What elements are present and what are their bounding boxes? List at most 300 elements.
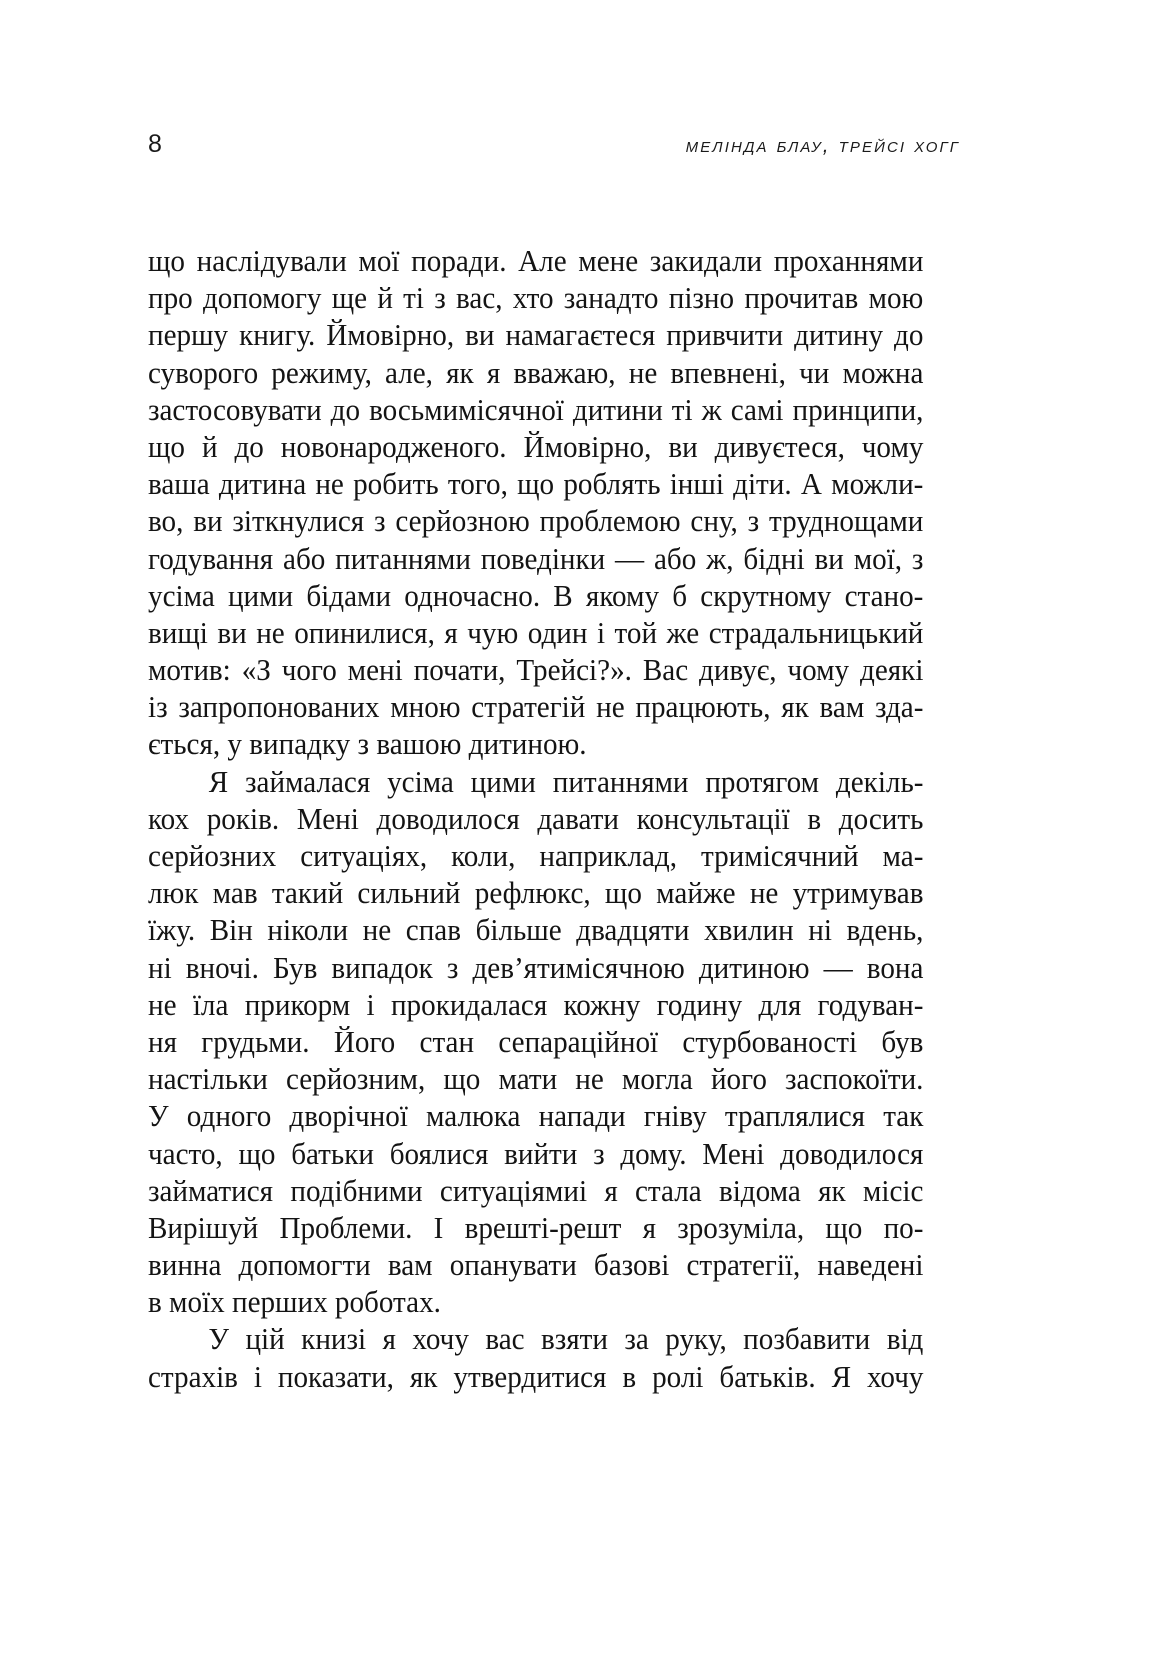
word: опанувати: [449, 1248, 577, 1283]
word: що: [825, 1210, 863, 1245]
word: траплялися: [724, 1099, 866, 1134]
word: б: [672, 578, 688, 613]
text-line: [148, 1210, 923, 1247]
word: ма-: [882, 839, 924, 873]
word: мені: [347, 653, 403, 688]
word: ситуаціях,: [300, 839, 428, 873]
word: чому: [787, 653, 850, 688]
word: Його: [333, 1024, 396, 1059]
word: місіс: [862, 1173, 924, 1208]
word: —: [615, 541, 645, 576]
word: самі: [730, 392, 784, 427]
word: ви: [465, 318, 495, 353]
word: стурбованості: [682, 1024, 858, 1059]
word: що: [148, 244, 186, 278]
word: запропонованих: [178, 690, 380, 725]
word: Вирішуй: [148, 1210, 259, 1245]
word: зда-: [875, 690, 924, 725]
word: вас,: [456, 281, 503, 316]
word: його: [710, 1062, 767, 1097]
word: мої: [358, 244, 400, 278]
word: пізно: [668, 281, 735, 316]
word: того,: [447, 467, 508, 502]
word: впевнені,: [670, 355, 786, 390]
word: хто: [512, 281, 554, 316]
word: показати,: [277, 1359, 394, 1394]
word: страдальницький: [708, 615, 924, 650]
word: книгу.: [239, 318, 316, 353]
word: Мені: [296, 801, 359, 836]
word: проханнями: [773, 244, 924, 278]
word: хочу: [412, 1322, 469, 1357]
word: не: [256, 615, 285, 650]
word: я: [486, 355, 501, 390]
text-line: [148, 1061, 923, 1098]
word: для: [758, 987, 802, 1022]
word: ви: [193, 504, 223, 539]
word: сепараційної: [498, 1024, 659, 1059]
word: Я: [208, 764, 229, 799]
word: взяти: [540, 1322, 608, 1357]
word: Мені: [702, 1136, 765, 1171]
text-line: [148, 466, 923, 503]
word: ж: [701, 392, 722, 427]
word: рефлюкс,: [474, 876, 591, 911]
text-line: [148, 317, 923, 354]
word: годуван-: [817, 987, 924, 1022]
word: часто,: [148, 1136, 223, 1171]
word: за: [624, 1322, 649, 1357]
word: опинилися,: [294, 615, 435, 650]
word: мої,: [853, 541, 903, 576]
word: і: [596, 615, 606, 650]
word: не: [362, 913, 392, 948]
text-line: [148, 912, 923, 949]
word: першу: [148, 318, 229, 353]
text-line: [148, 801, 923, 838]
word: кох: [148, 801, 190, 836]
word: відома: [718, 1173, 801, 1208]
word: намагаєтеся: [505, 318, 656, 353]
word: ви: [217, 615, 247, 650]
word: вас: [485, 1322, 525, 1357]
word: один: [527, 615, 588, 650]
word: дому.: [620, 1136, 687, 1171]
paragraph-indent: [148, 1321, 192, 1358]
word: мене: [578, 244, 639, 278]
word: в: [622, 1359, 637, 1394]
word: з: [593, 1136, 605, 1171]
word: гніву: [643, 1099, 707, 1134]
text-line: [148, 764, 923, 801]
word: чую: [467, 615, 519, 650]
word: якому: [585, 578, 660, 613]
word: врешті-решт: [464, 1210, 622, 1245]
word: режиму,: [271, 355, 372, 390]
word: що: [517, 467, 555, 502]
running-head-title: мелінда блау, трейсі хогг: [685, 134, 960, 157]
text-line: [148, 950, 923, 987]
word: консультації: [636, 801, 790, 836]
word: цими: [227, 578, 294, 613]
word: новонародженого.: [280, 429, 507, 464]
word: вашою: [376, 727, 462, 762]
word: з: [357, 727, 370, 762]
word: одночасно.: [404, 578, 541, 613]
word: як: [409, 1359, 438, 1394]
word: з: [747, 504, 760, 539]
word: перших: [231, 1285, 328, 1320]
word: той: [614, 615, 658, 650]
word: Я: [831, 1359, 852, 1394]
word: ж,: [706, 541, 734, 576]
word: грудьми.: [201, 1024, 310, 1059]
word: з: [446, 950, 459, 985]
word: Був: [273, 950, 318, 985]
word: дивує,: [699, 653, 777, 688]
word: боялися: [389, 1136, 489, 1171]
text-line: [148, 1284, 923, 1321]
word: занадто: [563, 281, 659, 316]
word: діти.: [733, 467, 792, 502]
word: ролі: [652, 1359, 704, 1394]
word: утримував: [792, 876, 924, 911]
word: про: [148, 281, 193, 316]
body-text-block: [148, 243, 960, 1396]
word: же: [666, 615, 700, 650]
word: Вас: [642, 653, 689, 688]
word: спав: [405, 913, 461, 948]
word: годування: [148, 541, 274, 576]
word: А: [800, 467, 822, 502]
word: во,: [148, 504, 184, 539]
word: зіткнулися: [232, 504, 365, 539]
word: стан: [419, 1024, 475, 1059]
word: займалася: [245, 764, 371, 799]
word: не: [749, 876, 779, 911]
word: можна: [842, 355, 924, 390]
word: мою: [868, 281, 924, 316]
word: ні: [808, 913, 832, 948]
word: такий: [271, 876, 344, 911]
word: ще: [331, 281, 368, 316]
word: ні: [148, 950, 172, 985]
word: застосовувати: [148, 392, 322, 427]
word: робить: [353, 467, 439, 502]
word: ви: [668, 429, 698, 464]
word: дивуєтеся,: [714, 429, 845, 464]
word: дитиною: [698, 950, 810, 985]
word: років.: [206, 801, 280, 836]
word: винна: [148, 1248, 222, 1283]
text-line: [148, 1136, 923, 1173]
text-line: [148, 987, 923, 1024]
word: більше: [475, 913, 562, 948]
text-line: [148, 689, 923, 726]
word: одного: [186, 1099, 272, 1134]
text-line: [148, 1321, 923, 1358]
word: І: [433, 1210, 444, 1245]
word: до: [234, 429, 264, 464]
word: настільки: [148, 1062, 268, 1097]
word: годину: [656, 987, 743, 1022]
word: цій: [245, 1322, 285, 1357]
word: як: [818, 1173, 846, 1208]
word: серйозним,: [285, 1062, 426, 1097]
word: могла: [621, 1062, 693, 1097]
word: вдень,: [846, 913, 924, 948]
word: питаннями: [335, 541, 471, 576]
word: прокидалася: [390, 987, 548, 1022]
word: У: [208, 1322, 230, 1357]
word: наприклад,: [539, 839, 678, 873]
word: цими: [470, 764, 536, 799]
word: що: [238, 1136, 276, 1171]
word: труднощами: [769, 504, 924, 539]
word: малюка: [426, 1099, 521, 1134]
word: восьмимісячної: [369, 392, 564, 427]
word: руку,: [665, 1322, 727, 1357]
text-line: [148, 392, 923, 429]
paragraph-indent: [148, 764, 192, 801]
word: їжу.: [148, 913, 196, 948]
word: до: [894, 318, 924, 353]
word: дитину: [794, 318, 884, 353]
word: чого: [281, 653, 337, 688]
word: чому: [861, 429, 924, 464]
word: заспокоїти.: [785, 1062, 924, 1097]
word: ніколи: [267, 913, 349, 948]
word: дитиною.: [468, 727, 587, 762]
word: В: [553, 578, 573, 613]
word: сильний: [357, 876, 461, 911]
text-line: [148, 615, 923, 652]
word: не: [315, 467, 344, 502]
word: випадку: [249, 727, 351, 762]
word: «З: [241, 653, 271, 688]
word: не: [596, 690, 625, 725]
text-line: [148, 1247, 923, 1284]
word: закидали: [649, 244, 763, 278]
word: вам: [387, 1248, 433, 1283]
word: мати: [498, 1062, 558, 1097]
word: вам: [819, 690, 865, 725]
word: як: [446, 355, 474, 390]
word: поведінки: [480, 541, 606, 576]
word: до: [330, 392, 361, 427]
word: із: [148, 690, 168, 725]
word: Він: [209, 913, 253, 948]
word: мав: [212, 876, 258, 911]
word: бідні: [743, 541, 805, 576]
word: Ймовірно,: [326, 318, 455, 353]
word: Але: [518, 244, 567, 278]
word: проблемою: [539, 504, 681, 539]
word: Трейсі?».: [516, 653, 632, 688]
word: так: [883, 1099, 924, 1134]
word: вважаю,: [513, 355, 616, 390]
word: принципи,: [792, 392, 924, 427]
text-line: [148, 541, 923, 578]
text-line: [148, 652, 923, 689]
word: вона: [866, 950, 924, 985]
word: зрозуміла,: [677, 1210, 805, 1245]
word: в: [807, 801, 822, 836]
word: стала: [635, 1173, 702, 1208]
word: займатися: [148, 1173, 274, 1208]
word: й: [377, 281, 393, 316]
word: не: [628, 355, 658, 390]
word: я: [642, 1210, 657, 1245]
word: люк: [148, 876, 199, 911]
word: працюють,: [635, 690, 771, 725]
word: скрутному: [700, 578, 832, 613]
word: або: [283, 541, 326, 576]
word: позбавити: [743, 1322, 871, 1357]
word: майже: [656, 876, 736, 911]
word: в: [148, 1285, 162, 1320]
word: суворого: [148, 355, 259, 390]
word: батьків.: [719, 1359, 816, 1394]
word: книзі: [301, 1322, 367, 1357]
word: ті: [403, 281, 425, 316]
word: й: [201, 429, 218, 464]
running-head: [148, 132, 960, 172]
word: ня: [148, 1024, 177, 1059]
word: подібними: [290, 1173, 423, 1208]
word: ваша: [148, 467, 210, 502]
word: як: [781, 690, 809, 725]
word: вищі: [148, 615, 208, 650]
word: протягом: [705, 764, 820, 799]
word: був: [881, 1024, 924, 1059]
word: моїх: [169, 1285, 225, 1320]
text-line: [148, 280, 923, 317]
word: дитини: [572, 392, 663, 427]
word: доводилося: [780, 1136, 924, 1171]
word: прикорм: [244, 987, 351, 1022]
word: мотив:: [148, 653, 231, 688]
word: стано-: [844, 578, 924, 613]
word: хочу: [866, 1359, 924, 1394]
word: я: [604, 1173, 618, 1208]
word: серйозних: [148, 839, 277, 873]
text-line: [148, 578, 923, 615]
text-line: [148, 875, 923, 912]
word: не: [575, 1062, 604, 1097]
word: не: [148, 987, 177, 1022]
word: ви: [814, 541, 844, 576]
word: наслідували: [196, 244, 347, 278]
word: і: [253, 1359, 262, 1394]
word: мною: [390, 690, 461, 725]
text-line: [148, 243, 923, 280]
word: усіма: [148, 578, 215, 613]
word: усіма: [387, 764, 454, 799]
word: допомогу: [202, 281, 322, 316]
word: привчити: [666, 318, 784, 353]
text-line: [148, 429, 923, 466]
word: деякі: [860, 653, 924, 688]
word: страхів: [148, 1359, 238, 1394]
text-line: [148, 355, 923, 392]
word: утвердитися: [453, 1359, 607, 1394]
word: допомогти: [238, 1248, 371, 1283]
word: роботах.: [334, 1285, 441, 1320]
word: ситуаціямиі: [439, 1173, 588, 1208]
word: з: [434, 281, 446, 316]
word: прочитав: [744, 281, 859, 316]
word: декіль-: [835, 764, 924, 799]
word: і: [366, 987, 375, 1022]
word: або: [653, 541, 697, 576]
word: дворічної: [289, 1099, 408, 1134]
word: що: [443, 1062, 481, 1097]
word: випадок: [331, 950, 433, 985]
word: питаннями: [552, 764, 689, 799]
text-line: [148, 1024, 923, 1061]
word: по-: [883, 1210, 924, 1245]
word: двадцяти: [576, 913, 690, 948]
word: напади: [538, 1099, 626, 1134]
word: їла: [192, 987, 229, 1022]
word: доводилося: [376, 801, 520, 836]
word: можли-: [831, 467, 924, 502]
word: що: [148, 429, 186, 464]
word: сну,: [690, 504, 738, 539]
word: інші: [669, 467, 724, 502]
word: почати,: [413, 653, 506, 688]
word: бідами: [306, 578, 392, 613]
word: з: [911, 541, 924, 576]
word: роблять: [563, 467, 661, 502]
word: вийти: [504, 1136, 578, 1171]
word: хвилин: [704, 913, 794, 948]
word: що: [604, 876, 642, 911]
word: У: [148, 1099, 169, 1134]
word: кожну: [563, 987, 641, 1022]
word: вночі.: [185, 950, 259, 985]
word: Ймовірно,: [523, 429, 652, 464]
text-line: [148, 1098, 923, 1135]
word: серйозною: [395, 504, 530, 539]
page-number: 8: [148, 130, 163, 158]
word: поради.: [411, 244, 507, 278]
word: стратегій: [471, 690, 586, 725]
word: давати: [537, 801, 619, 836]
word: я: [382, 1322, 396, 1357]
word: стратегії,: [686, 1248, 801, 1283]
word: ті: [671, 392, 693, 427]
word: досить: [838, 801, 924, 836]
text-line: [148, 838, 923, 875]
word: з: [374, 504, 386, 539]
text-line: [148, 1173, 923, 1210]
word: дев’ятимісячною: [472, 950, 685, 985]
word: наведені: [817, 1248, 924, 1283]
word: тримісячний: [701, 839, 859, 873]
word: коли,: [451, 839, 516, 873]
text-line: [148, 503, 923, 540]
word: дитина: [218, 467, 307, 502]
word: від: [886, 1322, 924, 1357]
word: Проблеми.: [279, 1210, 413, 1245]
word: —: [823, 950, 853, 985]
word: у: [227, 727, 242, 762]
text-line: [148, 726, 923, 763]
word: я: [444, 615, 458, 650]
text-line: [148, 1359, 923, 1396]
